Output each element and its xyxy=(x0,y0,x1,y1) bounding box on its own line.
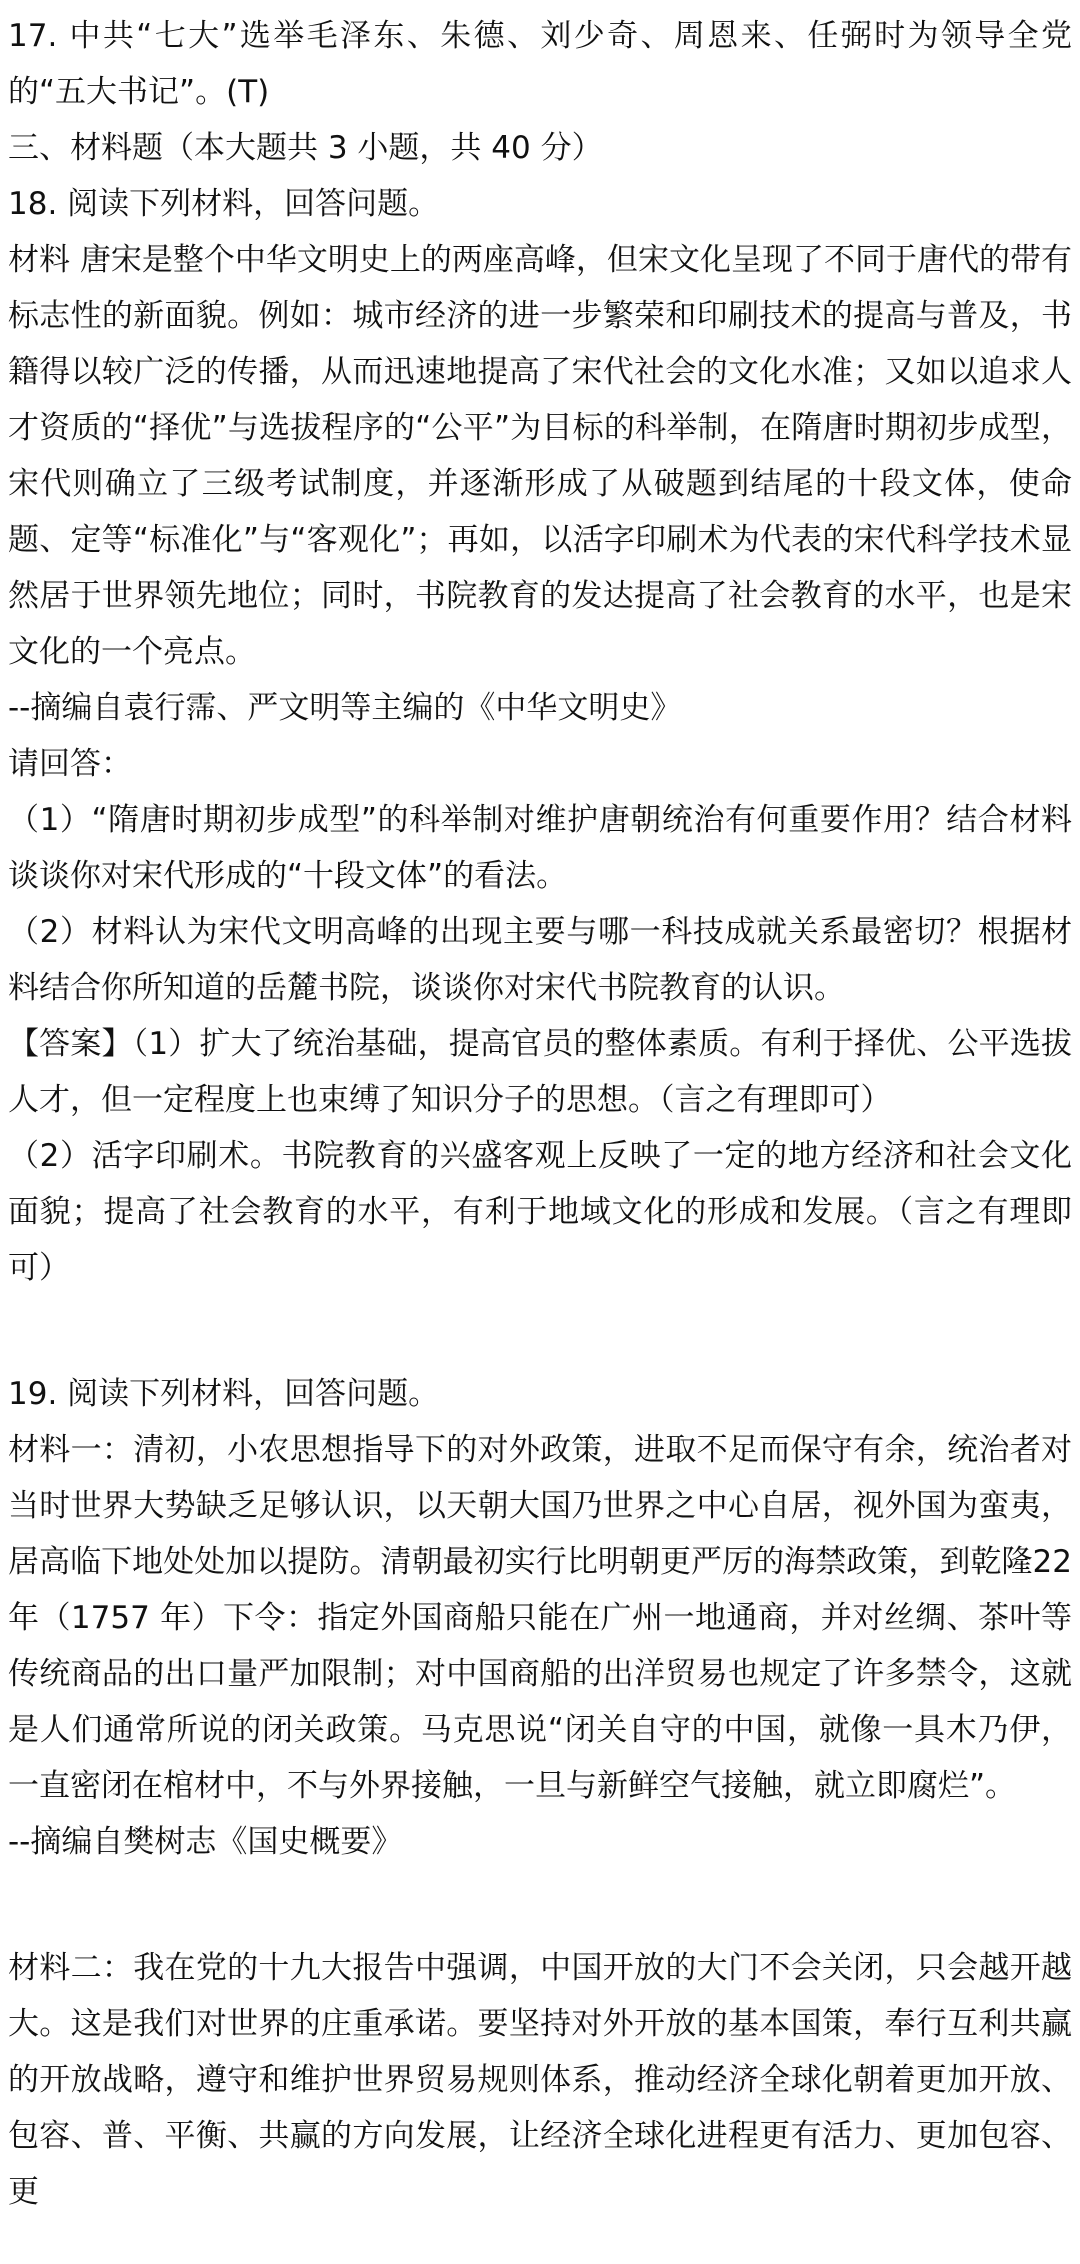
question-19-material-2: 材料二：我在党的十九大报告中强调，中国开放的大门不会关闭，只会越开越大。这是我们对世界的庄重承诺。要坚持对外开放的基本国策，奉行互利共赢的开放战略，遵守和维护世界贸易规则体系，推动经济全球化朝着更加开放、包容、普、平衡、共赢的方向发展，让经济全球化进程更有活力、更加包容、更 xyxy=(8,1950,1072,2210)
spacer xyxy=(8,1352,1072,1366)
question-19-prompt: 19. 阅读下列材料，回答问题。 xyxy=(8,1376,440,1412)
question-18-answer-2: （2）活字印刷术。书院教育的兴盛客观上反映了一定的地方经济和社会文化面貌；提高了社会教育的水平，有利于地域文化的形成和发展。（言之有理即可） xyxy=(8,1138,1072,1286)
spacer xyxy=(8,1296,1072,1352)
question-18-sub-2: （2）材料认为宋代文明高峰的出现主要与哪一科技成就关系最密切？根据材料结合你所知道的岳麓书院，谈谈你对宋代书院教育的认识。 xyxy=(8,914,1072,1006)
question-18-material: 材料 唐宋是整个中华文明史上的两座高峰，但宋文化呈现了不同于唐代的带有标志性的新面貌。例如：城市经济的进一步繁荣和印刷技术的提高与普及，书籍得以较广泛的传播，从而迅速地提高了宋代社会的文化水准；又如以追求人才资质的“择优”与选拔程序的“公平”为目标的科举制，在隋唐时期初步成型，宋代则确立了三级考试制度，并逐渐形成了从破题到结尾的十段文体，使命题、定等“标准化”与“客观化”；再如，以活字印刷术为代表的宋代科学技术显然居于世界领先地位；同时，书院教育的发达提高了社会教育的水平，也是宋文化的一个亮点。 xyxy=(8,242,1072,670)
question-18-ask: 请回答： xyxy=(8,746,132,782)
question-18-prompt: 18. 阅读下列材料，回答问题。 xyxy=(8,186,440,222)
question-18-answer-1: 【答案】（1）扩大了统治基础，提高官员的整体素质。有利于择优、公平选拔人才，但一定程度上也束缚了知识分子的思想。（言之有理即可） xyxy=(8,1026,1072,1118)
spacer xyxy=(8,1926,1072,1940)
question-19-source-1: --摘编自樊树志《国史概要》 xyxy=(8,1824,403,1860)
question-19-material-1: 材料一：清初，小农思想指导下的对外政策，进取不足而保守有余，统治者对当时世界大势缺乏足够认识，以天朝大国乃世界之中心自居，视外国为蛮夷，居高临下地处处加以提防。清朝最初实行比明朝更严厉的海禁政策，到乾隆22 年（1757 年）下令：指定外国商船只能在广州一地通商，并对丝绸、茶叶等传统商品的出口量严加限制；对中国商船的出洋贸易也规定了许多禁令，这就是人们通常所说的闭关政策。马克思说“闭关自守的中国，就像一具木乃伊，一直密闭在棺材中，不与外界接触，一旦与新鲜空气接触，就立即腐烂”。 xyxy=(8,1432,1072,1804)
question-18-source: --摘编自袁行霈、严文明等主编的《中华文明史》 xyxy=(8,690,682,726)
question-17: 17. 中共“七大”选举毛泽东、朱德、刘少奇、周恩来、任弼时为领导全党的“五大书记”。(T) xyxy=(8,18,1072,110)
spacer xyxy=(8,1870,1072,1926)
section-3-title: 三、材料题（本大题共 3 小题，共 40 分） xyxy=(8,130,603,166)
question-18-sub-1: （1）“隋唐时期初步成型”的科举制对维护唐朝统治有何重要作用？结合材料谈谈你对宋代形成的“十段文体”的看法。 xyxy=(8,802,1072,894)
